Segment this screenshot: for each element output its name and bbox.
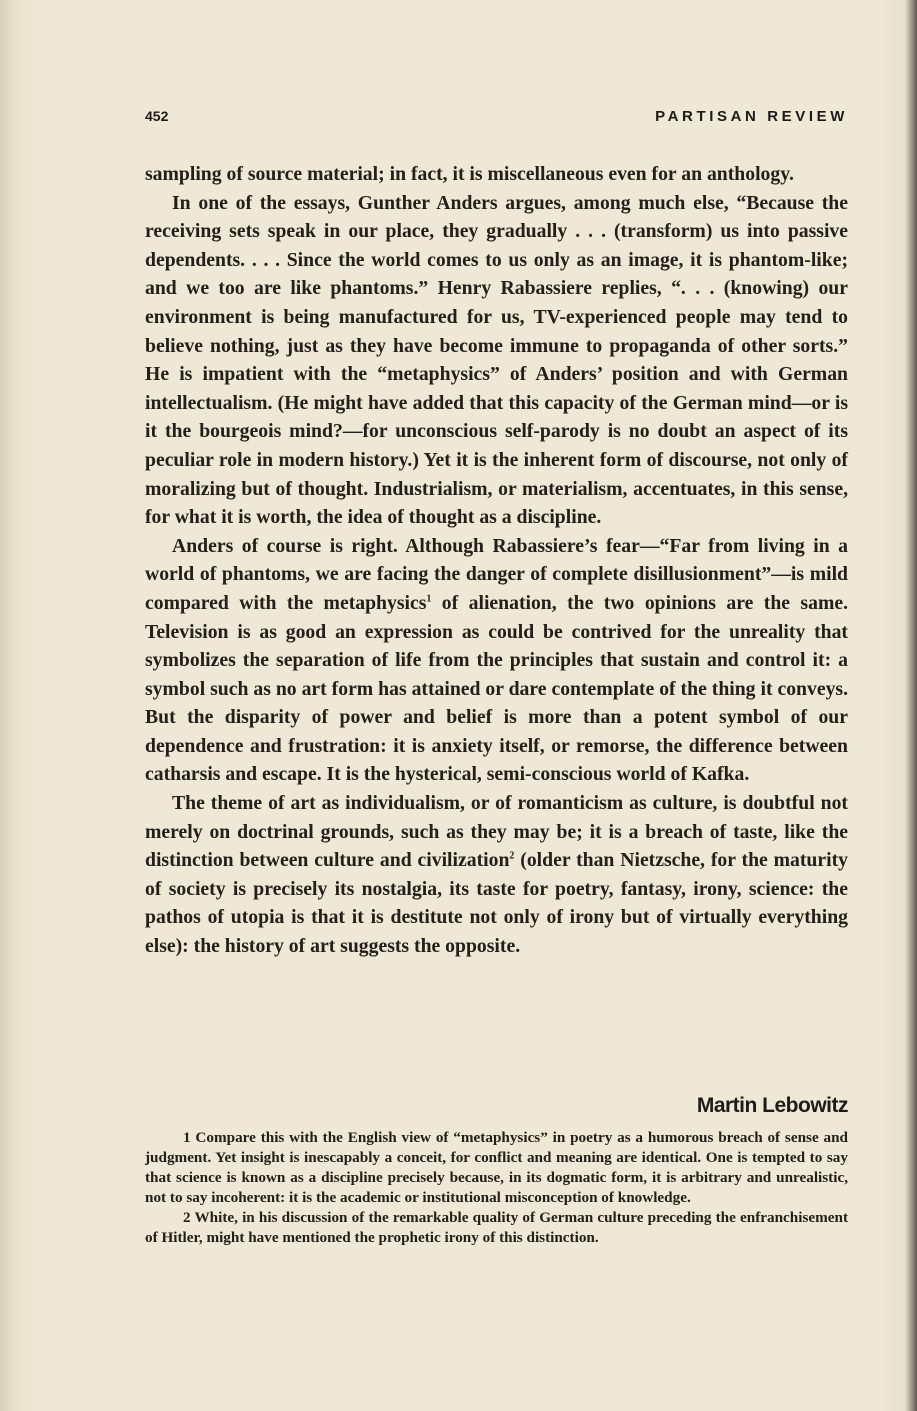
page-number: 452 bbox=[145, 108, 169, 124]
paragraph-3-text-a: Anders of course is right. Although Rabassiere’s fear—“Far from living in a world of phantoms, we are facing the danger of complete disillusionment”—is mild compared with the metaphysics bbox=[145, 534, 848, 614]
paragraph-4 bbox=[145, 789, 848, 961]
footnotes bbox=[145, 1128, 848, 1248]
paragraph-3-text-b: of alienation, the two opinions are the same. Television is as good an expression as could be contrived for the unreality that symbolizes the separation of life from the principles that sustain and control it: a symbol such as no art form has attained or dare contemplate of the thing it conveys. But the disparity of power and belief is more than a potent symbol of our dependence and frustration: it is anxiety itself, or remorse, the difference between catharsis and escape. It is the hysterical, semi-conscious world of Kafka. bbox=[145, 591, 848, 786]
running-header bbox=[145, 108, 848, 132]
article-body bbox=[145, 160, 848, 961]
paragraph-4-text-a: The theme of art as individualism, or of romanticism as culture, is doubtful not merely on doctrinal grounds, such as they may be; it is a breach of taste, like the distinction between culture and civilization bbox=[145, 792, 848, 872]
paragraph-4-text-b: (older than Nietzsche, for the maturity of society is precisely its nostalgia, its taste for poetry, fantasy, irony, science: the pathos of utopia is that it is destitute not only of irony but of virtually everything else): the history of art suggests the opposite. bbox=[145, 849, 848, 958]
paragraph-1: sampling of source material; in fact, it is miscellaneous even for an anthology. bbox=[145, 163, 794, 185]
footnote-1: 1 Compare this with the English view of “metaphysics” in poetry as a humorous breach of sense and judgment. Yet insight is inescapably a conceit, for conflict and meaning are identical. One is tempted to say that science is known as a discipline precisely because, in its dogmatic form, it is arbitrary and unrealistic, not to say incoherent: it is the academic or institutional misconception of knowledge. bbox=[145, 1129, 848, 1206]
paragraph-3 bbox=[145, 532, 848, 789]
footnote-2: 2 White, in his discussion of the remarkable quality of German culture preceding the enfranchisement of Hitler, might have mentioned the prophetic irony of this distinction. bbox=[145, 1209, 848, 1246]
paragraph-2: In one of the essays, Gunther Anders argues, among much else, “Because the receiving sets speak in our place, they gradually . . . (transform) us into passive dependents. . . . Since the world comes to us only as an image, it is phantom-like; and we too are like phantoms.” Henry Rabassiere replies, “. . . (knowing) our environment is being manufactured for us, TV-experienced people may tend to believe nothing, just as they have become immune to propaganda of other sorts.” He is impatient with the “metaphysics” of Anders’ position and with German intellectualism. (He might have added that this capacity of the German mind—or is it the bourgeois mind?—for unconscious self-parody is no doubt an aspect of its peculiar role in modern history.) Yet it is the inherent form of discourse, not only of moralizing but of thought. Industrialism, or materialism, accentuates, in this sense, for what it is worth, the idea of thought as a discipline. bbox=[145, 191, 848, 529]
author-signature: Martin Lebowitz bbox=[696, 1094, 848, 1117]
footnote-ref-1: 1 bbox=[426, 593, 432, 605]
journal-title: PARTISAN REVIEW bbox=[655, 108, 848, 125]
footnote-ref-2: 2 bbox=[509, 850, 515, 862]
